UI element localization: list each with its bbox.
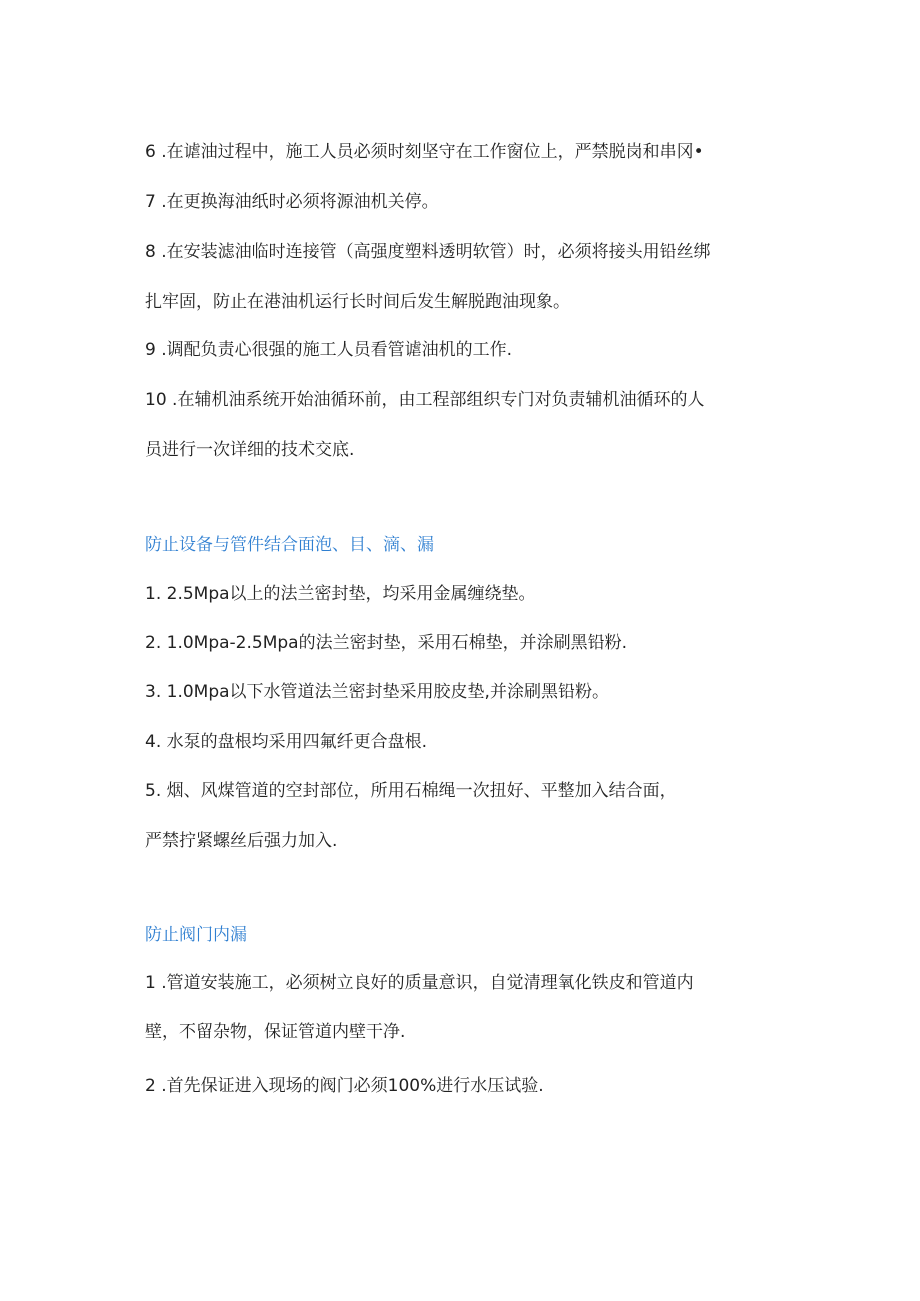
item-8-line-1: 8 .在安装滤油临时连接管（高强度塑料透明软管）时，必须将接头用铅丝绑 <box>145 242 711 262</box>
valve-item-1-line-2: 壁，不留杂物，保证管道内壁干净. <box>145 1022 406 1042</box>
leak-item-5-line-1: 5. 烟、风煤管道的空封部位，所用石棉绳一次扭好、平整加入结合面， <box>145 781 677 801</box>
section-heading-valve-leak: 防止阀门内漏 <box>145 925 247 945</box>
leak-item-5-line-2: 严禁拧紧螺丝后强力加入. <box>145 831 338 851</box>
leak-item-4-line: 4. 水泵的盘根均采用四氟纤更合盘根. <box>145 732 428 752</box>
section-heading-leak-prevention: 防止设备与管件结合面泡、目、滴、漏 <box>145 535 434 555</box>
item-9-line: 9 .调配负责心很强的施工人员看管谑油机的工作. <box>145 340 513 360</box>
valve-item-1-line-1: 1 .管道安装施工，必须树立良好的质量意识，自觉清理氧化铁皮和管道内 <box>145 973 694 993</box>
item-7-line: 7 .在更换海油纸时必须将源油机关停。 <box>145 192 439 212</box>
leak-item-3-line: 3. 1.0Mpa以下水管道法兰密封垫采用胶皮垫,并涂刷黑铅粉。 <box>145 682 609 702</box>
leak-item-1-line: 1. 2.5Mpa以上的法兰密封垫，均采用金属缠绕垫。 <box>145 584 536 604</box>
item-8-line-2: 扎牢固，防止在港油机运行长时间后发生解脱跑油现象。 <box>145 292 570 312</box>
item-6-line: 6 .在谑油过程中，施工人员必须时刻坚守在工作窗位上，严禁脱岗和串冈• <box>145 142 704 162</box>
valve-item-2-line: 2 .首先保证进入现场的阀门必须100%进行水压试验. <box>145 1076 544 1096</box>
leak-item-2-line: 2. 1.0Mpa-2.5Mpa的法兰密封垫，采用石棉垫，并涂刷黑铅粉. <box>145 633 627 653</box>
item-10-line-1: 10 .在辅机油系统开始油循环前，由工程部组织专门对负责辅机油循环的人 <box>145 390 705 410</box>
item-10-line-2: 员进行一次详细的技术交底. <box>145 440 355 460</box>
